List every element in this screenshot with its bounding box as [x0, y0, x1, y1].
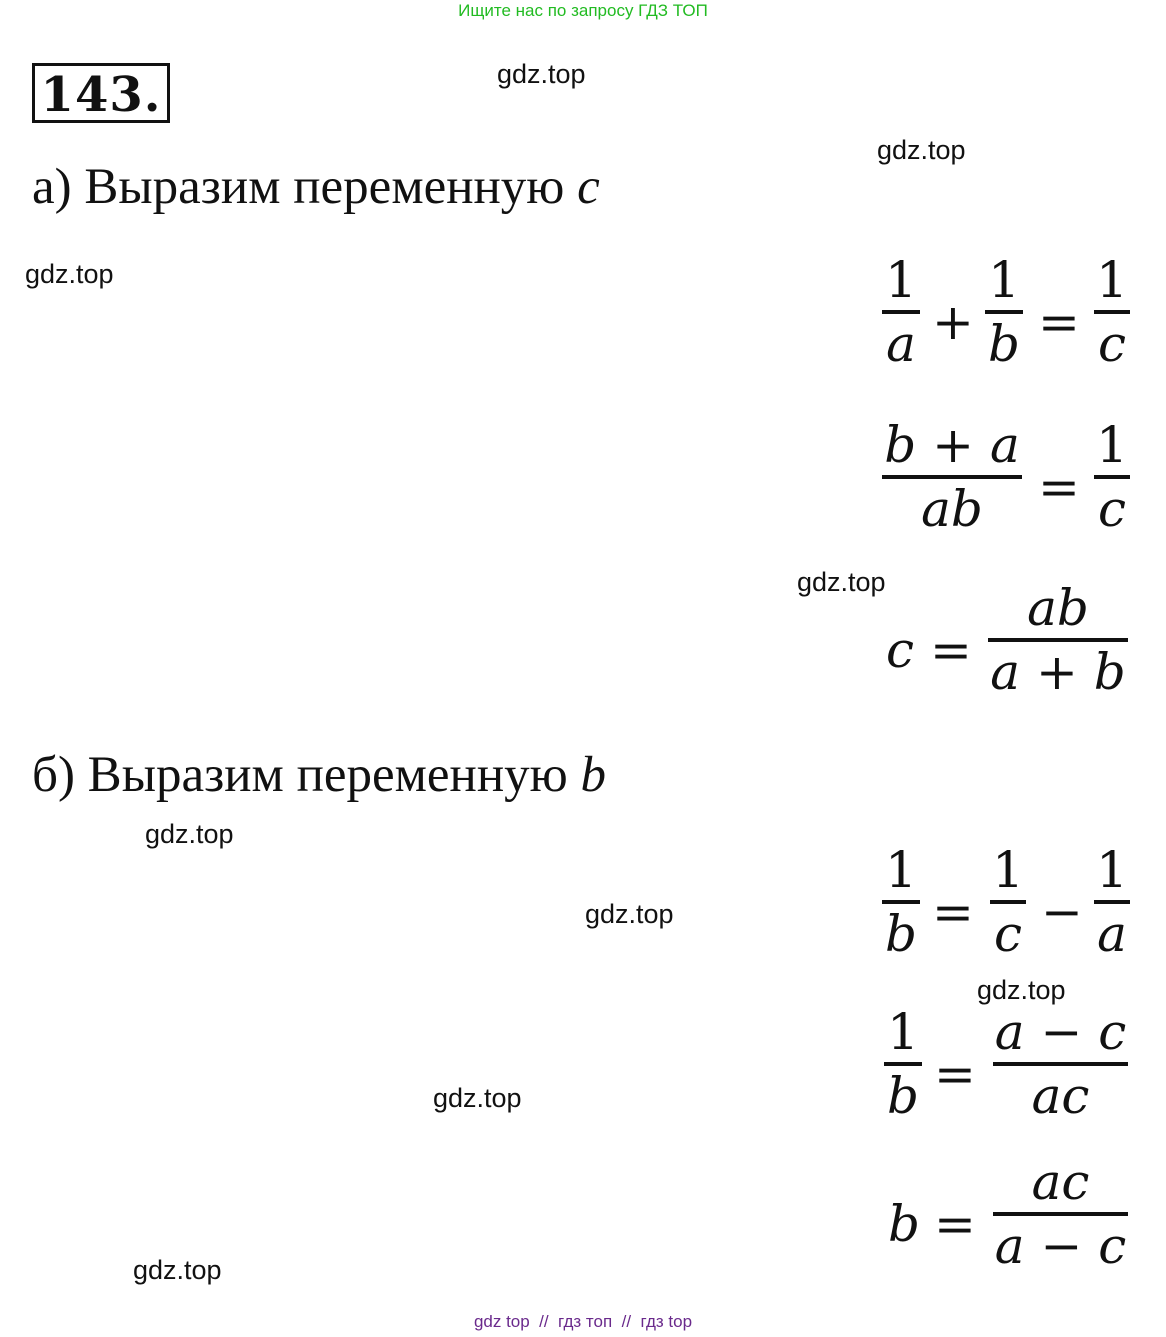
fraction-numerator: 1 [1096, 841, 1128, 899]
fraction-denominator: c [993, 905, 1022, 963]
fraction-denominator: ac [1031, 1067, 1090, 1125]
fraction-numerator: 1 [992, 841, 1024, 899]
equals-sign: = [930, 621, 972, 679]
fraction-denominator: c [1097, 480, 1126, 538]
equals-sign: = [934, 1045, 976, 1103]
equals-sign: = [934, 1195, 976, 1253]
fraction-numerator: b + a [884, 416, 1020, 474]
fraction-numerator: ac [1031, 1153, 1090, 1211]
minus-sign: − [1041, 883, 1083, 941]
part-b-heading-text: б) Выразим переменную [32, 747, 568, 803]
watermark: gdz.top [497, 59, 586, 89]
watermark: gdz.top [977, 975, 1066, 1005]
equation-lhs: c [886, 621, 915, 679]
part-a-variable: c [577, 159, 600, 215]
watermark: gdz.top [877, 135, 966, 165]
part-a-heading-text: а) Выразим переменную [32, 159, 565, 215]
fraction-denominator: a + b [990, 643, 1126, 701]
equals-sign: = [1038, 458, 1080, 516]
fraction-denominator: b [886, 1067, 919, 1125]
equation-lhs: b [888, 1195, 921, 1253]
fraction-denominator: a − c [994, 1217, 1127, 1275]
search-banner: Ищите нас по запросу ГДЗ ТОП [458, 1, 708, 20]
fraction-numerator: 1 [1096, 416, 1128, 474]
watermark: gdz.top [433, 1083, 522, 1113]
watermark: gdz.top [797, 567, 886, 597]
fraction-denominator: c [1097, 315, 1126, 373]
problem-number: 143. [32, 63, 170, 123]
fraction-numerator: 1 [988, 251, 1020, 309]
watermark: gdz.top [585, 899, 674, 929]
part-b-variable: b [580, 747, 606, 803]
fraction-denominator: a [886, 315, 916, 373]
fraction-numerator: 1 [887, 1003, 919, 1061]
fraction-denominator: a [1097, 905, 1127, 963]
watermark: gdz.top [25, 259, 114, 289]
part-a-heading [32, 158, 600, 216]
plus-sign: + [932, 293, 974, 351]
fraction-numerator: 1 [885, 251, 917, 309]
fraction-numerator: a − c [994, 1003, 1127, 1061]
watermark: gdz.top [133, 1255, 222, 1285]
footer-watermark: gdz top // гдз топ // гдз top [473, 1312, 693, 1331]
fraction-denominator: b [987, 315, 1020, 373]
part-b-heading [32, 746, 606, 804]
fraction-numerator: 1 [1096, 251, 1128, 309]
equals-sign: = [1038, 293, 1080, 351]
fraction-denominator: b [884, 905, 917, 963]
fraction-numerator: 1 [885, 841, 917, 899]
fraction-denominator: ab [921, 480, 983, 538]
watermark: gdz.top [145, 819, 234, 849]
equals-sign: = [932, 883, 974, 941]
fraction-numerator: ab [1027, 579, 1089, 637]
